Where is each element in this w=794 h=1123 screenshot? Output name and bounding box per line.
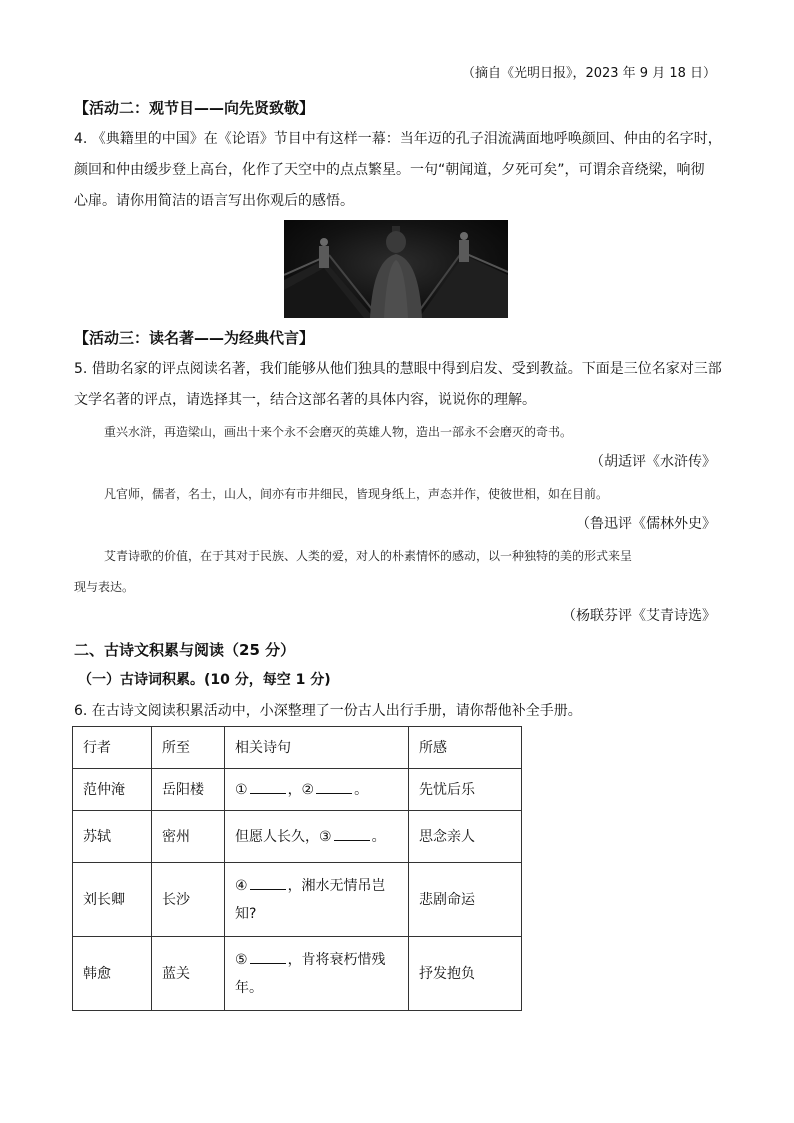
quote-1: 重兴水浒，再造梁山，画出十来个永不会磨灭的英雄人物，造出一部永不会磨灭的奇书。: [104, 425, 573, 439]
answer-blank-2[interactable]: [316, 779, 352, 794]
poem-text: ⑤: [235, 951, 248, 968]
quote-3-line-2: 现与表达。: [74, 580, 135, 594]
answer-blank-4[interactable]: [250, 875, 286, 890]
answer-blank-5[interactable]: [250, 949, 286, 964]
travel-handbook-table: [72, 726, 522, 1011]
table-row: [73, 937, 522, 1011]
q5-line-1: 5. 借助名家的评点阅读名著，我们能够从他们独具的慧眼中得到启发、受到教益。下面是三位名家对三部: [74, 361, 722, 377]
quote-3-line-1: 艾青诗歌的价值，在于其对于民族、人类的爱，对人的朴素情怀的感动，以一种独特的美的形式来呈: [104, 549, 633, 563]
answer-blank-1[interactable]: [250, 779, 286, 794]
q5-line-2: 文学名著的评点，请选择其一，结合这部名著的具体内容，说说你的理解。: [74, 392, 536, 408]
header-who: 行者: [73, 727, 152, 769]
cell-where: 蓝关: [152, 937, 225, 1011]
cell-feel: 抒发抱负: [409, 937, 522, 1011]
poem-text: 。: [371, 828, 386, 845]
poem-text: 但愿人长久，③: [235, 828, 332, 845]
cell-poem: [225, 769, 409, 811]
table-row: [73, 863, 522, 937]
poem-text: ，②: [287, 781, 315, 798]
stage-scene-image: [284, 220, 508, 318]
cell-poem: [225, 937, 409, 1011]
cell-who: 苏轼: [73, 811, 152, 863]
answer-blank-3[interactable]: [334, 826, 370, 841]
quote-2: 凡官师，儒者，名士，山人，间亦有市井细民，皆现身纸上，声态并作，使彼世相，如在目前。: [104, 487, 609, 501]
section2-sub1: （一）古诗词积累。(10 分，每空 1 分): [78, 672, 331, 688]
poem-text: 知?: [235, 905, 257, 922]
q4-line-1: 4. 《典籍里的中国》在《论语》节目中有这样一幕：当年迈的孔子泪流满面地呼唤颜回、仲由的名字时，: [74, 131, 722, 147]
header-poem: 相关诗句: [225, 727, 409, 769]
cell-feel: 悲剧命运: [409, 863, 522, 937]
table-header-row: [73, 727, 522, 769]
cell-who: 范仲淹: [73, 769, 152, 811]
table-row: [73, 811, 522, 863]
section2-title: 二、古诗文积累与阅读（25 分）: [74, 641, 296, 659]
poem-text: ④: [235, 877, 248, 894]
cell-feel: 思念亲人: [409, 811, 522, 863]
cell-feel: 先忧后乐: [409, 769, 522, 811]
cell-where: 长沙: [152, 863, 225, 937]
activity2-title: 【活动二：观节目——向先贤致敬】: [74, 99, 315, 117]
cell-where: 岳阳楼: [152, 769, 225, 811]
poem-text: ，肯将衰朽惜残: [287, 951, 386, 968]
q6-text: 6. 在古诗文阅读积累活动中，小深整理了一份古人出行手册，请你帮他补全手册。: [74, 703, 582, 719]
poem-text: ，湘水无情吊岂: [287, 877, 386, 894]
header-where: 所至: [152, 727, 225, 769]
poem-text: ①: [235, 781, 248, 798]
stage-photo: [284, 220, 508, 318]
poem-text: 。: [354, 781, 369, 798]
cell-poem: [225, 863, 409, 937]
cell-poem: [225, 811, 409, 863]
quote-3-source: （杨联芬评《艾青诗选》: [562, 608, 716, 624]
cell-who: 韩愈: [73, 937, 152, 1011]
quote-1-source: （胡适评《水浒传》: [590, 454, 716, 470]
table-row: [73, 769, 522, 811]
source-note: （摘自《光明日报》，2023 年 9 月 18 日）: [461, 66, 716, 81]
q4-line-3: 心扉。请你用简洁的语言写出你观后的感悟。: [74, 193, 354, 209]
header-feel: 所感: [409, 727, 522, 769]
activity3-title: 【活动三：读名著——为经典代言】: [74, 329, 315, 347]
quote-2-source: （鲁迅评《儒林外史》: [576, 516, 716, 532]
q4-line-2: 颜回和仲由缓步登上高台，化作了天空中的点点繁星。一句“朝闻道，夕死可矣”，可谓余音绕梁，响彻: [74, 162, 705, 178]
poem-text: 年。: [235, 979, 263, 996]
cell-who: 刘长卿: [73, 863, 152, 937]
cell-where: 密州: [152, 811, 225, 863]
